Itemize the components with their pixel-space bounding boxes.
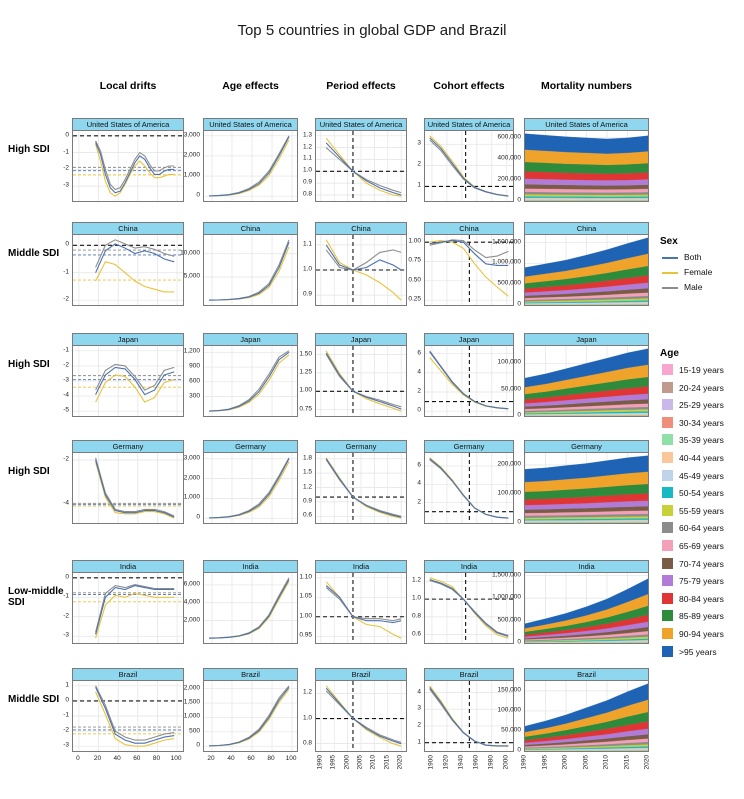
- panel-strip-label: China: [203, 222, 298, 235]
- legend-age-label: 45-49 years: [679, 470, 724, 481]
- y-tick-label: 1,000: [183, 493, 200, 501]
- x-tick-label: 1990: [316, 755, 324, 770]
- plot-area: [524, 572, 649, 644]
- x-tick-label: 40: [113, 755, 121, 762]
- y-tick-label: 5,000: [183, 272, 200, 280]
- y-tick-label: 0.9: [302, 497, 312, 505]
- panel-strip-label: United States of America: [315, 118, 407, 131]
- y-tick-label: -2: [63, 164, 69, 172]
- panel-strip-label: Brazil: [424, 668, 514, 681]
- panel-strip-label: India: [424, 560, 514, 573]
- y-tick-label: 2: [417, 387, 421, 395]
- y-tick-label: -4: [63, 499, 69, 507]
- x-tick-label: 60: [247, 755, 255, 762]
- y-tick-label: 500: [189, 727, 200, 735]
- x-tick-label: 1990: [520, 755, 528, 770]
- chart-panel: [72, 560, 184, 644]
- chart-panel: [524, 440, 649, 524]
- x-tick-label: 2020: [643, 755, 651, 770]
- y-tick-label: -3: [63, 376, 69, 384]
- legend-age-label: 50-54 years: [679, 488, 724, 499]
- y-tick-label: 4: [417, 479, 421, 487]
- y-tick-label: 1.8: [302, 454, 312, 462]
- chart-panel: [424, 440, 514, 524]
- y-tick-label: 1.5: [302, 468, 312, 476]
- x-tick-label: 20: [93, 755, 102, 762]
- y-tick-label: 1.0: [302, 714, 312, 721]
- legend-age-swatch: [662, 628, 673, 639]
- panel-strip-label: United States of America: [524, 118, 649, 131]
- x-tick-label: 1980: [487, 755, 495, 770]
- y-tick-label: 1: [417, 181, 421, 189]
- plot-area: [524, 130, 649, 202]
- y-tick-label: 1.0: [302, 265, 312, 273]
- y-tick-label: -1: [63, 346, 69, 354]
- x-tick-label: 40: [227, 755, 235, 762]
- y-tick-label: 1.2: [302, 483, 312, 491]
- y-tick-label: 1: [65, 681, 69, 689]
- y-tick-label: 0: [65, 573, 69, 581]
- legend-age-swatch: [662, 646, 673, 657]
- y-tick-label: 0: [517, 411, 521, 419]
- y-tick-label: 2,000: [183, 474, 200, 482]
- legend-age-label: 80-84 years: [679, 593, 724, 604]
- y-tick-label: 0: [517, 518, 521, 526]
- y-tick-label: 3: [417, 139, 421, 147]
- x-tick-label: 2000: [343, 755, 351, 770]
- y-tick-label: 3,000: [183, 454, 200, 462]
- y-tick-label: 1,000,000: [492, 258, 521, 266]
- x-tick-label: 2010: [369, 755, 377, 770]
- legend-age-swatch: [662, 522, 673, 533]
- y-tick-label: 200,000: [497, 175, 521, 183]
- chart-panel: [524, 560, 649, 644]
- y-tick-label: -1: [63, 148, 69, 156]
- page-title: Top 5 countries in global GDP and Brazil: [237, 22, 507, 39]
- y-tick-label: 400,000: [497, 154, 521, 162]
- plot-area: [524, 452, 649, 524]
- y-tick-label: 0: [196, 741, 200, 749]
- legend-age-swatch: [662, 470, 673, 481]
- y-tick-label: 200,000: [497, 460, 521, 468]
- legend-age-title: Age: [660, 348, 679, 359]
- y-tick-label: 2: [417, 160, 421, 168]
- x-tick-label: 2000: [502, 755, 510, 770]
- y-tick-label: 1.10: [299, 573, 312, 581]
- panel-strip-label: China: [72, 222, 184, 235]
- panel-strip-label: India: [72, 560, 184, 573]
- y-tick-label: -3: [63, 181, 69, 189]
- x-tick-label: 1995: [541, 755, 548, 770]
- chart-panel: [524, 118, 649, 202]
- plot-area: [72, 345, 184, 417]
- legend-sex-title: Sex: [660, 236, 678, 247]
- y-tick-label: 1.00: [408, 237, 421, 245]
- y-tick-label: 1: [417, 738, 421, 746]
- y-tick-label: 0: [517, 638, 521, 646]
- y-tick-label: 1,200: [183, 347, 200, 355]
- chart-panel: [315, 222, 407, 306]
- plot-area: [524, 234, 649, 306]
- y-tick-label: 0.50: [408, 276, 421, 284]
- y-tick-label: 900: [189, 362, 200, 370]
- legend-age-label: 65-69 years: [679, 541, 724, 551]
- x-tick-label: 20: [207, 755, 215, 762]
- y-tick-label: 2: [417, 721, 421, 729]
- y-tick-label: 500,000: [497, 279, 521, 287]
- legend-age-swatch: [662, 382, 673, 393]
- chart-panel: [524, 222, 649, 306]
- panel-strip-label: Germany: [524, 440, 649, 453]
- chart-panel: [424, 333, 514, 417]
- legend-age-label: 35-39 years: [679, 435, 724, 446]
- legend-age-label: 40-44 years: [679, 453, 724, 463]
- y-tick-label: 2,000: [183, 151, 200, 159]
- panel-strip-label: Japan: [315, 333, 407, 346]
- y-tick-label: 100,000: [497, 358, 521, 366]
- y-tick-label: 0.75: [408, 256, 421, 264]
- y-tick-label: 600: [189, 377, 200, 385]
- legend-age-label: 90-94 years: [679, 629, 724, 639]
- y-tick-label: 2,000: [183, 616, 200, 624]
- y-tick-label: 1.2: [411, 576, 421, 584]
- legend-sex-swatch: [662, 272, 678, 274]
- row-label-india: Low-middle SDI: [8, 586, 64, 608]
- panel-strip-label: Japan: [424, 333, 514, 346]
- y-tick-label: 1.25: [299, 368, 312, 376]
- panel-strip-label: Brazil: [72, 668, 184, 681]
- x-tick-label: 2010: [602, 755, 610, 770]
- y-tick-label: 0: [417, 406, 421, 414]
- legend-sex-swatch: [662, 287, 678, 289]
- legend-age-label: 25-29 years: [679, 400, 724, 411]
- panel-strip-label: Brazil: [203, 668, 298, 681]
- x-tick-label: 1940: [457, 755, 465, 770]
- y-tick-label: 2,000: [183, 684, 200, 692]
- row-label-germany: High SDI: [8, 466, 50, 477]
- y-tick-label: 0: [517, 196, 521, 204]
- y-tick-label: -1: [63, 268, 69, 276]
- y-tick-label: 0.95: [299, 631, 312, 639]
- x-tick-label: 2020: [396, 755, 404, 770]
- y-tick-label: 1,500,000: [492, 238, 521, 246]
- x-tick-label: 1995: [329, 755, 337, 770]
- column-header-age-effects: Age effects: [222, 80, 279, 92]
- plot-area: [424, 572, 514, 644]
- y-tick-label: 0.8: [302, 739, 312, 747]
- legend-age-swatch: [662, 434, 673, 445]
- panel-strip-label: Japan: [203, 333, 298, 346]
- y-tick-label: -3: [63, 631, 69, 639]
- legend-age-label: 70-74 years: [679, 558, 724, 569]
- chart-panel: [72, 668, 184, 752]
- y-tick-label: -5: [63, 406, 69, 414]
- chart-panel: [524, 668, 649, 752]
- y-tick-label: 6: [417, 349, 421, 357]
- legend-age-label: 85-89 years: [679, 611, 724, 622]
- x-tick-label: 100: [170, 755, 182, 762]
- x-tick-label: 2005: [356, 755, 364, 770]
- x-tick-label: 2015: [623, 755, 630, 770]
- column-header-cohort-effects: Cohort effects: [433, 80, 505, 92]
- panel-strip-label: United States of America: [424, 118, 514, 131]
- y-tick-label: 0.75: [299, 405, 312, 413]
- panel-strip-label: Japan: [72, 333, 184, 346]
- x-tick-label: 1900: [427, 755, 435, 770]
- y-tick-label: 100,000: [497, 489, 521, 497]
- column-header-period-effects: Period effects: [326, 80, 396, 92]
- plot-area: [424, 345, 514, 417]
- y-tick-label: 0: [196, 513, 200, 521]
- y-tick-label: 1,000,000: [492, 593, 521, 601]
- x-tick-label: 2015: [383, 755, 391, 770]
- legend-age-swatch: [662, 610, 673, 621]
- y-tick-label: -2: [63, 612, 69, 620]
- legend-sex-label: Both: [684, 252, 702, 262]
- legend-sex-swatch: [662, 257, 678, 259]
- panel-strip-label: Brazil: [524, 668, 649, 681]
- y-tick-label: 0: [65, 240, 69, 248]
- chart-panel: [72, 222, 184, 306]
- row-label-china: Middle SDI: [8, 248, 60, 259]
- row-label-brazil: Middle SDI: [8, 694, 60, 705]
- y-tick-label: 1.50: [299, 350, 312, 357]
- y-tick-label: -4: [63, 391, 69, 399]
- y-tick-label: 0: [65, 131, 69, 139]
- panel-strip-label: Japan: [524, 333, 649, 346]
- plot-area: [72, 452, 184, 524]
- panel-strip-label: China: [315, 222, 407, 235]
- plot-area: [524, 680, 649, 752]
- panel-strip-label: United States of America: [203, 118, 298, 131]
- panel-strip-label: Germany: [72, 440, 184, 453]
- y-tick-label: 0.8: [411, 612, 421, 620]
- x-tick-label: 2005: [582, 755, 589, 770]
- y-tick-label: -2: [63, 726, 69, 734]
- y-tick-label: 1,000: [183, 712, 200, 720]
- y-tick-label: 300: [189, 392, 200, 400]
- column-header-mortality-numbers: Mortality numbers: [540, 80, 632, 92]
- legend-age-swatch: [662, 540, 673, 551]
- y-tick-label: 6,000: [183, 580, 200, 588]
- y-tick-label: 0.9: [302, 290, 312, 298]
- panel-strip-label: China: [424, 222, 514, 235]
- x-tick-label: 1920: [442, 755, 450, 770]
- legend-age-swatch: [662, 487, 673, 498]
- panel-strip-label: Brazil: [315, 668, 407, 681]
- legend-age-label: 55-59 years: [679, 505, 724, 516]
- y-tick-label: 100,000: [497, 706, 521, 714]
- y-tick-label: 3,000: [183, 131, 200, 139]
- y-tick-label: 0: [196, 191, 200, 199]
- y-tick-label: 500,000: [497, 616, 521, 624]
- panel-strip-label: India: [524, 560, 649, 573]
- plot-area: [72, 572, 184, 644]
- panel-strip-label: Germany: [424, 440, 514, 453]
- y-tick-label: 1.00: [299, 612, 312, 620]
- y-tick-label: 1.0: [411, 594, 421, 602]
- y-tick-label: 0.25: [408, 295, 421, 303]
- y-tick-label: 2: [417, 498, 421, 506]
- x-tick-label: 100: [285, 755, 297, 762]
- legend-age-swatch: [662, 558, 673, 569]
- y-tick-label: 1.05: [299, 592, 312, 600]
- panel-strip-label: Germany: [203, 440, 298, 453]
- y-tick-label: 150,000: [497, 686, 521, 694]
- legend-age-swatch: [662, 505, 673, 516]
- legend-age-label: >95 years: [679, 646, 717, 657]
- panel-strip-label: China: [524, 222, 649, 235]
- y-tick-label: 0.6: [411, 630, 421, 638]
- y-tick-label: 50,000: [501, 385, 521, 393]
- x-tick-label: 80: [267, 755, 275, 762]
- y-tick-label: 0.8: [302, 190, 312, 198]
- legend-age-swatch: [662, 417, 673, 428]
- y-tick-label: 1.3: [302, 131, 312, 139]
- legend-sex-label: Male: [684, 282, 703, 292]
- y-tick-label: 1,000: [183, 171, 200, 179]
- plot-area: [524, 345, 649, 417]
- legend-age-swatch: [662, 364, 673, 375]
- legend-age-label: 20-24 years: [679, 382, 724, 393]
- chart-panel: [72, 440, 184, 524]
- y-tick-label: 3: [417, 704, 421, 712]
- panel-strip-label: India: [315, 560, 407, 573]
- legend-age-swatch: [662, 575, 673, 586]
- y-tick-label: -3: [63, 741, 69, 749]
- y-tick-label: -2: [63, 295, 69, 303]
- chart-panel: [72, 118, 184, 202]
- legend-age-label: 75-79 years: [679, 576, 724, 587]
- y-tick-label: 4: [417, 688, 421, 695]
- plot-area: [72, 130, 184, 202]
- legend-age-label: 30-34 years: [679, 417, 724, 428]
- y-tick-label: 1.1: [302, 240, 312, 248]
- y-tick-label: 1.2: [302, 688, 312, 696]
- y-tick-label: 1.2: [302, 143, 312, 151]
- y-tick-label: 0: [517, 300, 521, 308]
- legend-age-label: 60-64 years: [679, 523, 724, 534]
- y-tick-label: -2: [63, 455, 69, 463]
- legend-age-swatch: [662, 593, 673, 604]
- y-tick-label: 4,000: [183, 598, 200, 606]
- x-tick-label: 2000: [561, 755, 569, 770]
- y-tick-label: 50,000: [501, 726, 521, 734]
- y-tick-label: -1: [63, 711, 69, 719]
- legend-age-swatch: [662, 399, 673, 410]
- y-tick-label: 1,500,000: [492, 571, 521, 579]
- plot-area: [424, 130, 514, 202]
- y-tick-label: 0.6: [302, 511, 312, 519]
- y-tick-label: 6: [417, 461, 421, 469]
- y-tick-label: 0.9: [302, 178, 312, 186]
- y-tick-label: 1,500: [183, 698, 200, 706]
- plot-area: [72, 234, 184, 306]
- x-tick-label: 0: [76, 755, 80, 762]
- y-tick-label: 0: [65, 696, 69, 704]
- y-tick-label: 10,000: [180, 249, 200, 257]
- panel-strip-label: Germany: [315, 440, 407, 453]
- row-label-japan: High SDI: [8, 359, 50, 370]
- y-tick-label: -1: [63, 592, 69, 600]
- y-tick-label: 1.0: [302, 166, 312, 174]
- x-tick-label: 80: [152, 755, 161, 762]
- y-tick-label: 0: [517, 746, 521, 754]
- y-tick-label: 1.00: [299, 386, 312, 394]
- x-tick-label: 1960: [472, 755, 480, 770]
- panel-strip-label: India: [203, 560, 298, 573]
- legend-age-label: 15-19 years: [679, 365, 724, 375]
- row-label-united-states-of-america: High SDI: [8, 144, 50, 155]
- chart-panel: [524, 333, 649, 417]
- legend-sex-label: Female: [684, 267, 713, 277]
- y-tick-label: -2: [63, 361, 69, 369]
- x-tick-label: 60: [133, 755, 141, 762]
- legend-age-swatch: [662, 452, 673, 463]
- chart-panel: [72, 333, 184, 417]
- plot-area: [72, 680, 184, 752]
- y-tick-label: 600,000: [497, 133, 521, 141]
- column-header-local-drifts: Local drifts: [99, 80, 157, 92]
- y-tick-label: 4: [417, 368, 421, 376]
- panel-strip-label: United States of America: [72, 118, 184, 131]
- y-tick-label: 1.1: [302, 154, 312, 162]
